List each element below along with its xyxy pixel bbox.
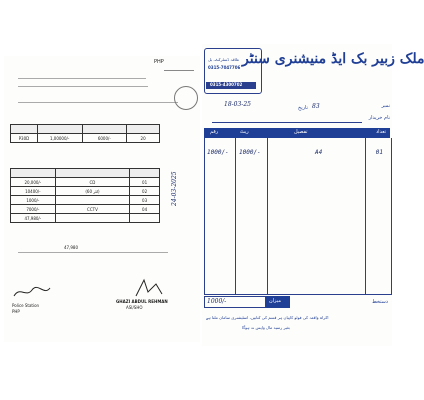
item-name: CCTV [55,205,130,214]
table-row [11,187,160,196]
col-qty-header: تعداد [375,129,386,135]
table-row [11,196,160,205]
bill-table [204,138,392,295]
col-rate-header: ریٹ [240,129,249,135]
body-rule [18,102,178,103]
footer-note: بغیر رسید مال واپس نہ ہوگا [242,325,290,330]
summary-cell: 1,00000/- [37,134,82,143]
table-row [11,205,160,214]
summary-table [10,124,160,143]
signature-right-line: ASI/SHO [126,305,143,310]
shop-title: ملک زبیر بک ایڈ منیشنری سنٹر [242,51,424,67]
row-qty: 01 [375,149,383,156]
total-box [204,296,266,308]
serial-number: 83 [312,103,320,110]
total-label: میزان [269,298,282,304]
table-total-row [11,214,160,223]
date-value: 18-03-25 [224,101,251,108]
col-detail-header: تفصیل [294,129,308,135]
body-rule [18,86,148,87]
corner-tag: PHP [154,59,164,65]
left-page-summary-sheet [4,56,200,342]
table-row [205,148,391,157]
item-amount: 7000/- [11,205,56,214]
buyer-name-line [212,122,362,123]
item-sr: 03 [130,196,160,205]
item-sr: 02 [130,187,160,196]
shop-address: علاقہ ڈسٹرکٹ، بل [208,57,240,62]
item-name: (60 لٹر) [55,187,130,196]
note-amount: 47,980 [64,245,78,250]
total-value: 1000/- [207,298,227,305]
item-amount: 20,000/- [11,178,56,187]
date-label: تاریخ [298,105,308,111]
item-name: CD [55,178,130,187]
phone-number: 0315-4300702 [210,82,243,87]
column-rule [235,138,236,294]
item-sr: 01 [130,178,160,187]
signature-right [132,278,166,298]
column-rule [267,138,268,294]
item-amount: 1000/- [11,196,56,205]
signature-left [12,284,52,300]
item-sr: 04 [130,205,160,214]
buyer-name-label: نام خریدار [368,115,390,121]
items-total-label [55,214,130,223]
summary-cell: P30D [11,134,38,143]
summary-cell: 6000/- [82,134,127,143]
signature-label: دستخط [372,299,388,305]
items-table [10,168,160,223]
signature-left-line: PHP [12,309,20,314]
summary-cell: 20 [127,134,160,143]
signature-left-line: Police Station [12,303,40,308]
body-rule [18,252,168,253]
table-row [11,178,160,187]
row-rate: 1000/- [239,149,261,156]
body-rule [18,78,146,79]
row-amount: 1000/- [207,149,229,156]
column-rule [365,138,366,294]
signature-right-line: GHAZI ABDUL REHMAN [116,299,168,304]
item-name [55,196,130,205]
total-label-box [266,296,290,308]
items-total: 47,980/- [11,214,56,223]
table-header [204,128,390,138]
phone-number: 0315-7047706 [208,65,241,70]
row-detail: A4 [315,149,323,156]
header-rule [164,70,194,71]
col-amount-header: رقم [210,129,219,135]
item-amount: 10400/- [11,187,56,196]
serial-label: نمبر [381,103,390,109]
round-stamp [174,86,198,110]
handwritten-date: 24-03-2025 [171,171,178,206]
right-page-bill [202,44,424,346]
footer-text: اکراہ واقعہ کی فوٹو کاپیاں ہر قسم کی کتابیں، اسٹیشنری سامان ملتا ہے [206,315,329,320]
